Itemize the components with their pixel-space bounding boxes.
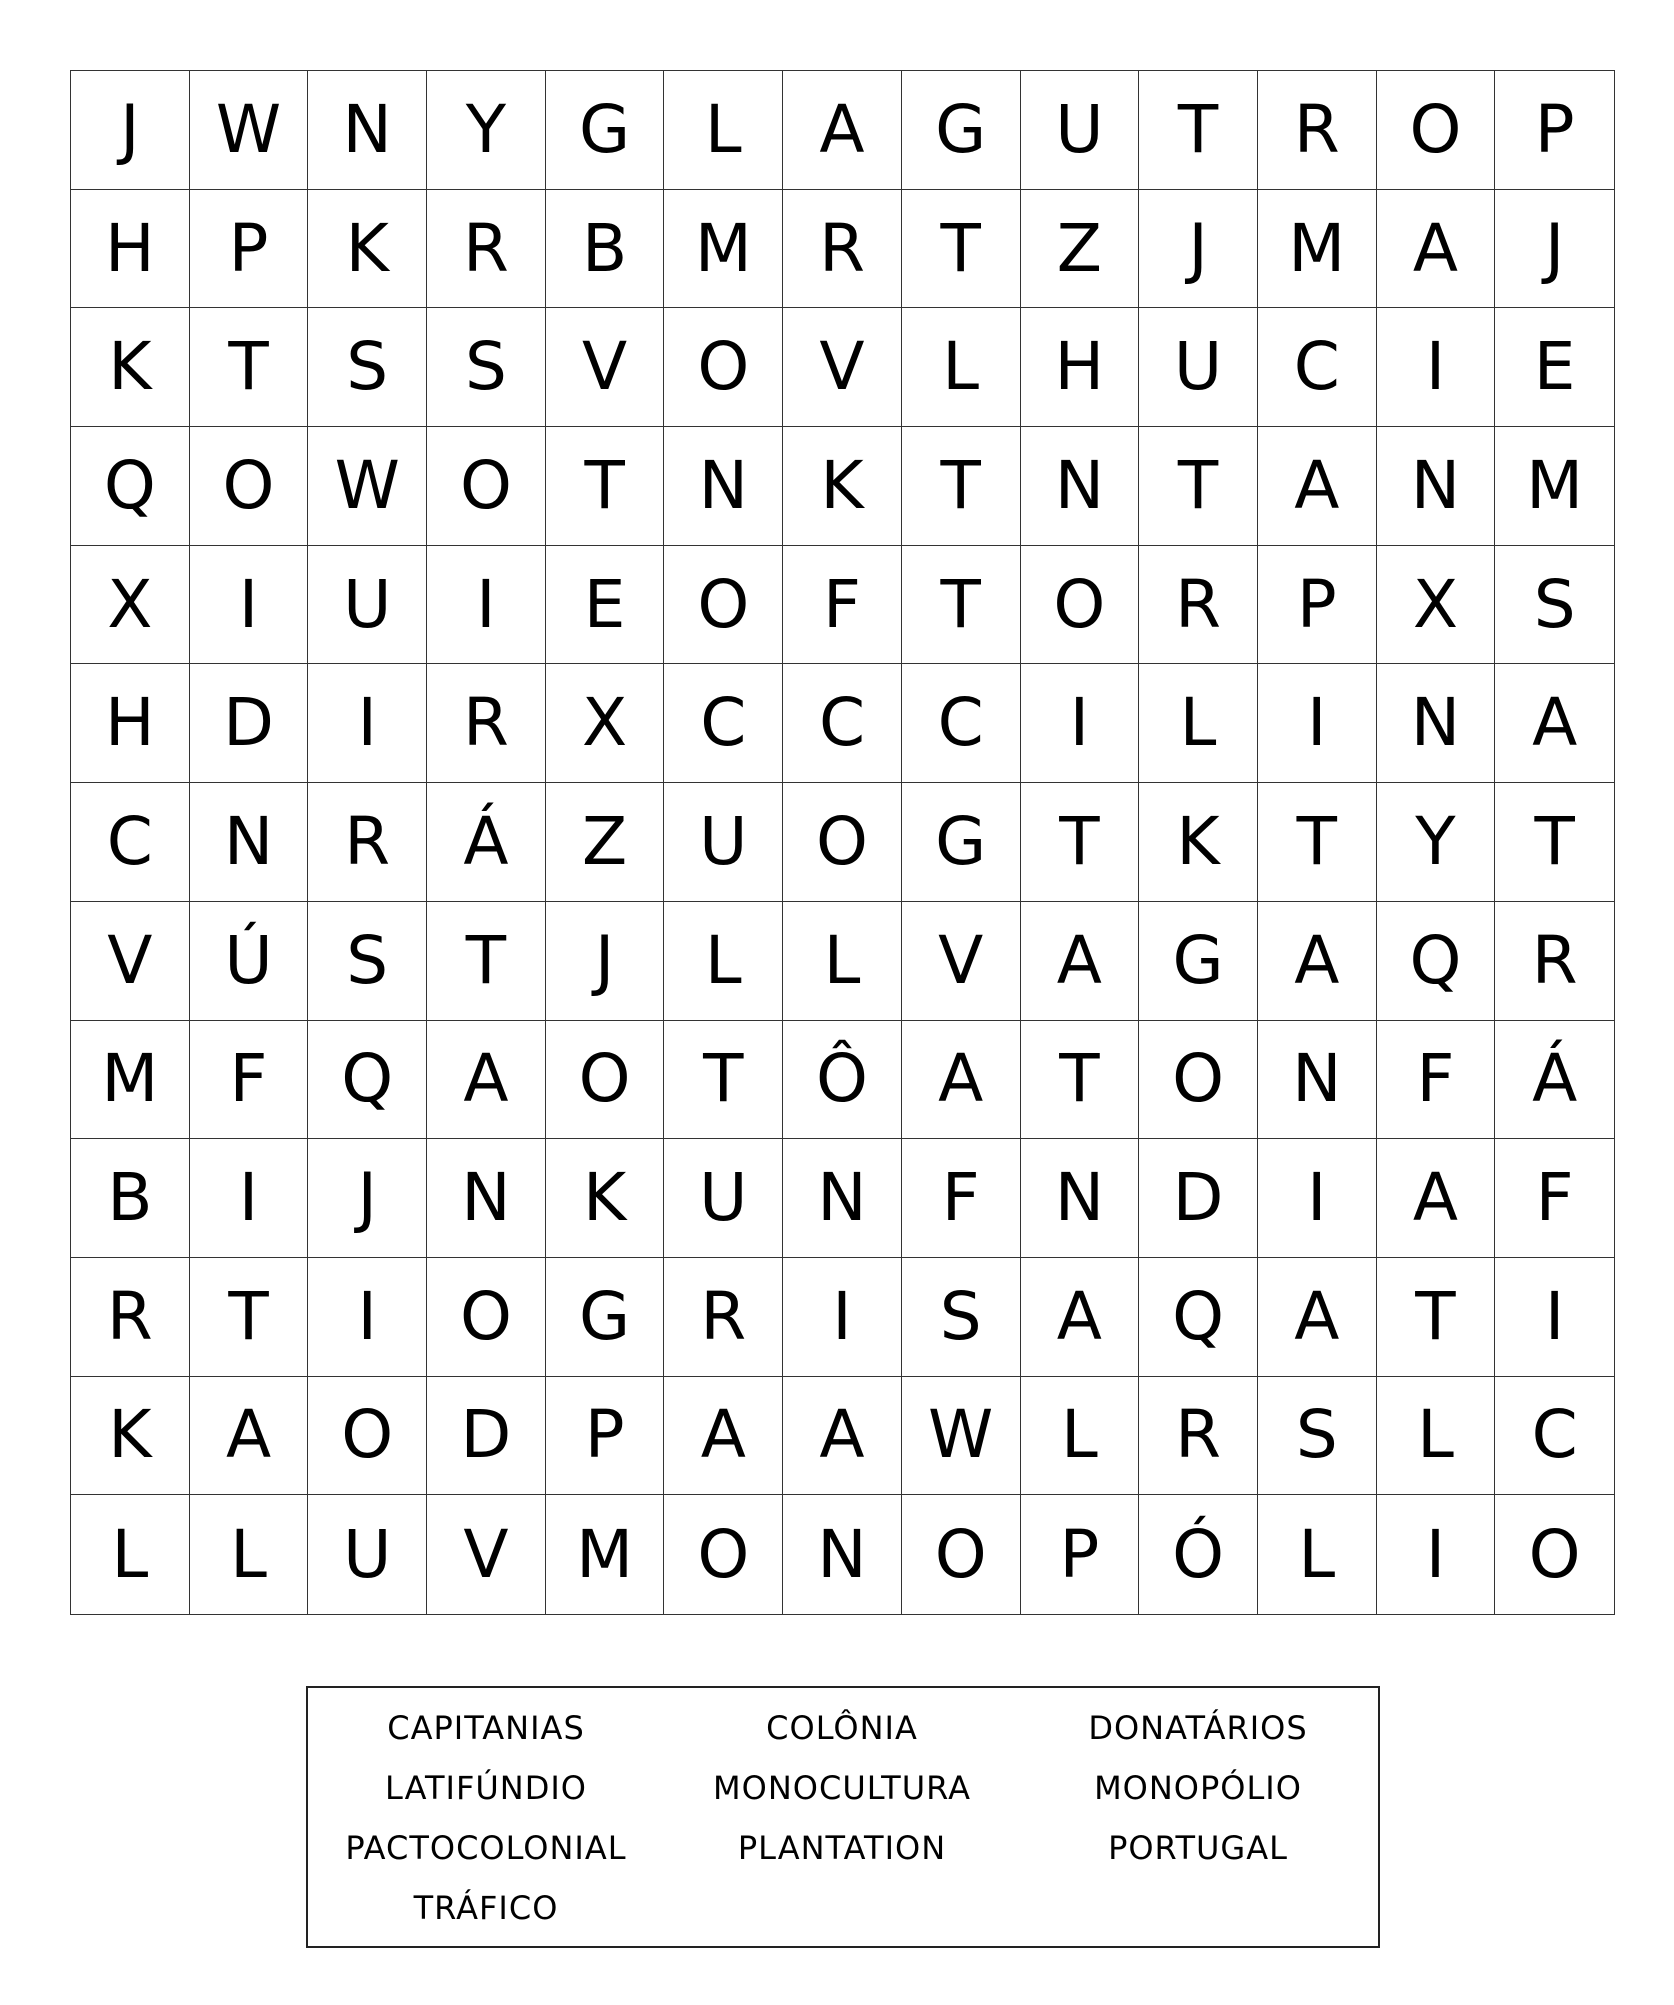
grid-cell[interactable]: J: [71, 71, 190, 190]
grid-cell[interactable]: X: [71, 546, 190, 665]
grid-cell[interactable]: W: [902, 1377, 1021, 1496]
grid-cell[interactable]: A: [902, 1021, 1021, 1140]
grid-cell[interactable]: J: [1495, 190, 1614, 309]
grid-cell[interactable]: T: [1021, 1021, 1140, 1140]
grid-cell[interactable]: M: [664, 190, 783, 309]
grid-cell[interactable]: K: [71, 308, 190, 427]
grid-cell[interactable]: V: [546, 308, 665, 427]
grid-cell[interactable]: Q: [71, 427, 190, 546]
word-bank-item: PLANTATION: [737, 1829, 947, 1867]
grid-cell[interactable]: P: [190, 190, 309, 309]
grid-cell[interactable]: O: [190, 427, 309, 546]
grid-cell[interactable]: I: [1021, 664, 1140, 783]
grid-cell[interactable]: G: [546, 71, 665, 190]
grid-cell[interactable]: I: [1258, 1139, 1377, 1258]
grid-cell[interactable]: M: [546, 1495, 665, 1614]
grid-cell[interactable]: F: [1377, 1021, 1496, 1140]
grid-cell[interactable]: P: [1021, 1495, 1140, 1614]
grid-cell[interactable]: O: [427, 427, 546, 546]
grid-cell[interactable]: O: [1021, 546, 1140, 665]
grid-cell[interactable]: O: [427, 1258, 546, 1377]
grid-cell[interactable]: A: [1495, 664, 1614, 783]
grid-cell[interactable]: A: [783, 1377, 902, 1496]
word-bank-item: MONOPÓLIO: [1094, 1769, 1302, 1807]
grid-cell[interactable]: V: [71, 902, 190, 1021]
grid-cell[interactable]: M: [1258, 190, 1377, 309]
grid-cell[interactable]: T: [1495, 783, 1614, 902]
word-bank: [306, 1686, 1380, 1948]
grid-cell[interactable]: N: [190, 783, 309, 902]
grid-cell[interactable]: R: [1139, 1377, 1258, 1496]
grid-cell[interactable]: P: [1258, 546, 1377, 665]
grid-cell[interactable]: F: [783, 546, 902, 665]
word-bank-item: CAPITANIAS: [387, 1709, 585, 1747]
grid-cell[interactable]: M: [71, 1021, 190, 1140]
grid-cell[interactable]: V: [427, 1495, 546, 1614]
grid-cell[interactable]: G: [902, 783, 1021, 902]
grid-cell[interactable]: I: [308, 1258, 427, 1377]
word-bank-item: PACTOCOLONIAL: [345, 1829, 627, 1867]
grid-cell[interactable]: R: [308, 783, 427, 902]
grid-cell[interactable]: Á: [427, 783, 546, 902]
grid-cell[interactable]: G: [546, 1258, 665, 1377]
grid-cell[interactable]: Q: [1377, 902, 1496, 1021]
grid-cell[interactable]: N: [1021, 1139, 1140, 1258]
grid-cell[interactable]: N: [783, 1495, 902, 1614]
grid-cell[interactable]: C: [1495, 1377, 1614, 1496]
word-bank-item: TRÁFICO: [413, 1889, 559, 1927]
grid-cell[interactable]: N: [1021, 427, 1140, 546]
grid-cell[interactable]: O: [1377, 71, 1496, 190]
grid-cell[interactable]: I: [190, 1139, 309, 1258]
grid-cell[interactable]: U: [1139, 308, 1258, 427]
grid-cell[interactable]: K: [71, 1377, 190, 1496]
grid-cell[interactable]: I: [1495, 1258, 1614, 1377]
grid-cell[interactable]: K: [783, 427, 902, 546]
grid-cell[interactable]: W: [190, 71, 309, 190]
grid-cell[interactable]: T: [1258, 783, 1377, 902]
grid-cell[interactable]: W: [308, 427, 427, 546]
grid-cell[interactable]: O: [664, 308, 783, 427]
grid-cell[interactable]: U: [1021, 71, 1140, 190]
grid-cell[interactable]: O: [664, 546, 783, 665]
grid-cell[interactable]: L: [1258, 1495, 1377, 1614]
grid-cell[interactable]: H: [71, 190, 190, 309]
grid-cell[interactable]: L: [1377, 1377, 1496, 1496]
grid-cell[interactable]: O: [783, 783, 902, 902]
grid-cell[interactable]: J: [1139, 190, 1258, 309]
grid-cell[interactable]: A: [1377, 1139, 1496, 1258]
grid-cell[interactable]: O: [308, 1377, 427, 1496]
grid-cell[interactable]: Ú: [190, 902, 309, 1021]
grid-cell[interactable]: B: [546, 190, 665, 309]
grid-cell[interactable]: N: [783, 1139, 902, 1258]
grid-cell[interactable]: D: [427, 1377, 546, 1496]
grid-cell[interactable]: A: [1258, 427, 1377, 546]
grid-cell[interactable]: R: [664, 1258, 783, 1377]
grid-cell[interactable]: S: [902, 1258, 1021, 1377]
grid-cell[interactable]: V: [902, 902, 1021, 1021]
grid-cell[interactable]: Y: [1377, 783, 1496, 902]
grid-cell[interactable]: K: [308, 190, 427, 309]
grid-cell[interactable]: O: [546, 1021, 665, 1140]
grid-cell[interactable]: V: [783, 308, 902, 427]
grid-cell[interactable]: X: [546, 664, 665, 783]
grid-cell[interactable]: A: [783, 71, 902, 190]
grid-cell[interactable]: I: [1377, 1495, 1496, 1614]
grid-cell[interactable]: Q: [1139, 1258, 1258, 1377]
grid-cell[interactable]: Z: [546, 783, 665, 902]
grid-cell[interactable]: I: [1258, 664, 1377, 783]
grid-cell[interactable]: L: [1139, 664, 1258, 783]
grid-cell[interactable]: T: [1139, 71, 1258, 190]
grid-cell[interactable]: N: [1377, 664, 1496, 783]
grid-cell[interactable]: N: [308, 71, 427, 190]
grid-cell[interactable]: L: [71, 1495, 190, 1614]
grid-cell[interactable]: A: [1258, 1258, 1377, 1377]
grid-cell[interactable]: A: [1258, 902, 1377, 1021]
grid-cell[interactable]: N: [427, 1139, 546, 1258]
grid-cell[interactable]: N: [1258, 1021, 1377, 1140]
grid-cell[interactable]: A: [1377, 190, 1496, 309]
grid-cell[interactable]: I: [1377, 308, 1496, 427]
grid-cell[interactable]: A: [427, 1021, 546, 1140]
grid-cell[interactable]: N: [664, 427, 783, 546]
grid-cell[interactable]: S: [427, 308, 546, 427]
grid-cell[interactable]: L: [902, 308, 1021, 427]
word-bank-item: COLÔNIA: [766, 1709, 918, 1747]
grid-cell[interactable]: U: [308, 546, 427, 665]
grid-cell[interactable]: I: [190, 546, 309, 665]
grid-cell[interactable]: Z: [1021, 190, 1140, 309]
word-bank-item: MONOCULTURA: [713, 1769, 971, 1807]
grid-cell[interactable]: U: [664, 783, 783, 902]
grid-cell[interactable]: A: [1021, 902, 1140, 1021]
grid-cell[interactable]: L: [190, 1495, 309, 1614]
grid-cell[interactable]: E: [546, 546, 665, 665]
grid-cell[interactable]: T: [546, 427, 665, 546]
grid-cell[interactable]: T: [902, 546, 1021, 665]
grid-cell[interactable]: R: [1139, 546, 1258, 665]
grid-cell[interactable]: T: [1021, 783, 1140, 902]
grid-cell[interactable]: T: [427, 902, 546, 1021]
grid-cell[interactable]: H: [1021, 308, 1140, 427]
grid-cell[interactable]: Ô: [783, 1021, 902, 1140]
grid-cell[interactable]: S: [1258, 1377, 1377, 1496]
grid-cell[interactable]: S: [308, 308, 427, 427]
grid-cell[interactable]: J: [546, 902, 665, 1021]
grid-cell[interactable]: A: [1021, 1258, 1140, 1377]
grid-cell[interactable]: F: [190, 1021, 309, 1140]
grid-cell[interactable]: O: [1139, 1021, 1258, 1140]
grid-cell[interactable]: F: [1495, 1139, 1614, 1258]
grid-cell[interactable]: R: [1495, 902, 1614, 1021]
grid-cell[interactable]: O: [1528, 1515, 1581, 1593]
grid-cell[interactable]: C: [1258, 308, 1377, 427]
word-bank-item: DONATÁRIOS: [1088, 1709, 1308, 1747]
grid-cell[interactable]: Y: [427, 71, 546, 190]
grid-cell[interactable]: M: [1495, 427, 1614, 546]
grid-cell[interactable]: Q: [308, 1021, 427, 1140]
grid-cell[interactable]: C: [71, 783, 190, 902]
grid-cell[interactable]: T: [190, 308, 309, 427]
grid-cell[interactable]: F: [902, 1139, 1021, 1258]
grid-cell[interactable]: C: [664, 664, 783, 783]
grid-cell[interactable]: L: [664, 902, 783, 1021]
grid-cell[interactable]: T: [902, 427, 1021, 546]
grid-cell[interactable]: K: [1139, 783, 1258, 902]
word-bank-item: PORTUGAL: [1108, 1829, 1288, 1867]
grid-cell[interactable]: G: [1139, 902, 1258, 1021]
grid-cell[interactable]: P: [1495, 71, 1614, 190]
grid-cell[interactable]: U: [664, 1139, 783, 1258]
grid-cell[interactable]: D: [190, 664, 309, 783]
grid-cell[interactable]: T: [1139, 427, 1258, 546]
grid-cell[interactable]: R: [427, 664, 546, 783]
grid-cell[interactable]: R: [71, 1258, 190, 1377]
grid-cell[interactable]: K: [546, 1139, 665, 1258]
grid-cell[interactable]: I: [427, 546, 546, 665]
word-search-grid: [70, 70, 1615, 1615]
grid-cell[interactable]: Ó: [1139, 1495, 1258, 1614]
grid-cell[interactable]: J: [308, 1139, 427, 1258]
grid-cell[interactable]: T: [902, 190, 1021, 309]
grid-cell[interactable]: C: [783, 664, 902, 783]
grid-cell[interactable]: H: [71, 664, 190, 783]
grid-cell[interactable]: R: [1258, 71, 1377, 190]
grid-cell[interactable]: D: [1139, 1139, 1258, 1258]
grid-cell[interactable]: U: [308, 1495, 427, 1614]
grid-cell[interactable]: G: [902, 71, 1021, 190]
grid-cell[interactable]: L: [783, 902, 902, 1021]
word-bank-item: LATIFÚNDIO: [385, 1769, 587, 1807]
grid-cell[interactable]: P: [546, 1377, 665, 1496]
grid-cell[interactable]: S: [1495, 546, 1614, 665]
grid-cell[interactable]: O: [902, 1495, 1021, 1614]
grid-cell[interactable]: R: [427, 190, 546, 309]
grid-cell[interactable]: E: [1495, 308, 1614, 427]
grid-cell[interactable]: S: [308, 902, 427, 1021]
grid-cell[interactable]: I: [783, 1258, 902, 1377]
grid-cell[interactable]: A: [664, 1377, 783, 1496]
grid-cell[interactable]: T: [664, 1021, 783, 1140]
grid-cell[interactable]: T: [190, 1258, 309, 1377]
grid-cell[interactable]: O: [664, 1495, 783, 1614]
grid-cell[interactable]: A: [190, 1377, 309, 1496]
grid-cell[interactable]: I: [308, 664, 427, 783]
grid-cell[interactable]: Á: [1495, 1021, 1614, 1140]
grid-cell[interactable]: N: [1377, 427, 1496, 546]
grid-cell[interactable]: R: [783, 190, 902, 309]
grid-cell[interactable]: T: [1377, 1258, 1496, 1377]
grid-cell[interactable]: C: [902, 664, 1021, 783]
grid-cell[interactable]: L: [1021, 1377, 1140, 1496]
grid-cell[interactable]: B: [71, 1139, 190, 1258]
grid-cell[interactable]: X: [1377, 546, 1496, 665]
grid-cell[interactable]: L: [664, 71, 783, 190]
